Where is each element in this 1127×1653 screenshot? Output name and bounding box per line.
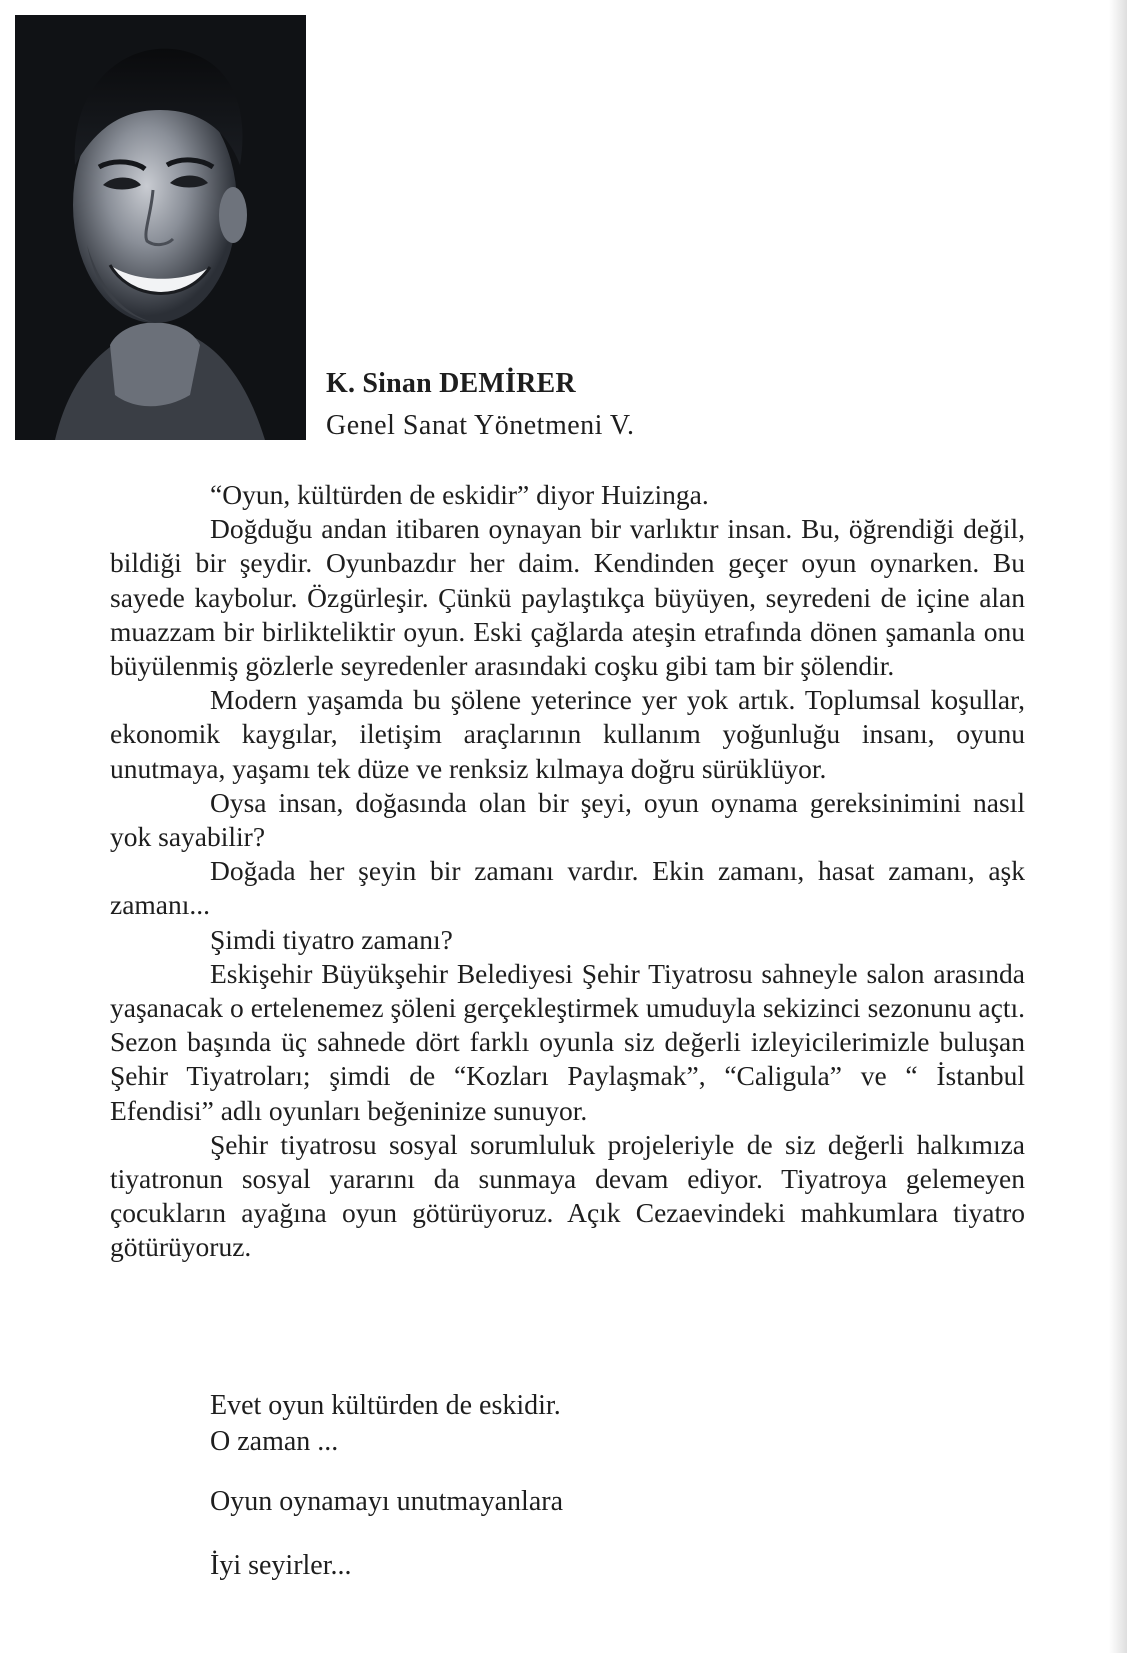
paragraph: Şimdi tiyatro zamanı? xyxy=(210,923,453,955)
paragraph: “Oyun, kültürden de eskidir” diyor Huizinga. xyxy=(210,479,709,510)
closing-line: Oyun oynamayı unutmayanlara xyxy=(210,1486,564,1517)
paragraph: Doğada her şeyin bir zamanı vardır. Ekin zamanı, hasat zamanı, aşk zamanı... xyxy=(110,855,1025,921)
closing-line: İyi seyirler... xyxy=(210,1550,352,1581)
paragraph: Doğduğu andan itibaren oynayan bir varlıktır insan. Bu, öğrendiği değil, bildiği bir şeydir. Oyunbazdır her daim. Kendinden geçer oyun oynarken. Bu sayede kaybolur. Özgürleşir. Çünkü paylaştıkça büyüyen, seyredeni de içine alan muazzam bir birlikteliktir oyun. Eski çağlarda ateşin etrafında dönen şamanla onu büyülenmiş gözlerle seyredenler arasındaki coşku gibi tam bir şölendir. xyxy=(110,513,1025,682)
closing-line: Evet oyun kültürden de eskidir. xyxy=(210,1390,561,1421)
author-portrait xyxy=(15,15,306,440)
page-edge-shadow xyxy=(1109,0,1127,1653)
author-title: Genel Sanat Yönetmeni V. xyxy=(326,410,635,441)
closing-line: O zaman ... xyxy=(210,1426,339,1457)
paragraph: Oysa insan, doğasında olan bir şeyi, oyun oynama gereksinimini nasıl yok sayabilir? xyxy=(110,786,1025,853)
paragraph: Eskişehir Büyükşehir Belediyesi Şehir Tiyatrosu sahneyle salon arasında yaşanacak o ertelenemez şöleni gerçekleştirmek umuduyla sekizinci sezonunu açtı. Sezon başında üç sahnede dört farklı oyunla siz değerli izleyicilerimizle buluşan Şehir Tiyatroları; şimdi de “Kozları Paylaşmak”, “Caligula” ve “ İstanbul Efendisi” adlı oyunları beğeninize sunuyor. xyxy=(110,957,1025,1126)
paragraph: Modern yaşamda bu şölene yeterince yer yok artık. Toplumsal koşullar, ekonomik kaygılar, iletişim araçlarının kullanım yoğunluğu insanı, oyunu unutmaya, yaşamı tek düze ve renksiz kılmaya doğru sürüklüyor. xyxy=(110,684,1025,784)
paragraph: Şehir tiyatrosu sosyal sorumluluk projeleriyle de siz değerli halkımıza tiyatronun sosyal yararını da sunmaya devam ediyor. Tiyatroya gelemeyen çocukların ayağına oyun götürüyoruz. Açık Cezaevindeki mahkumlara tiyatro götürüyoruz. xyxy=(110,1128,1025,1263)
author-name: K. Sinan DEMİRER xyxy=(326,368,576,399)
article-body xyxy=(110,478,1025,1265)
